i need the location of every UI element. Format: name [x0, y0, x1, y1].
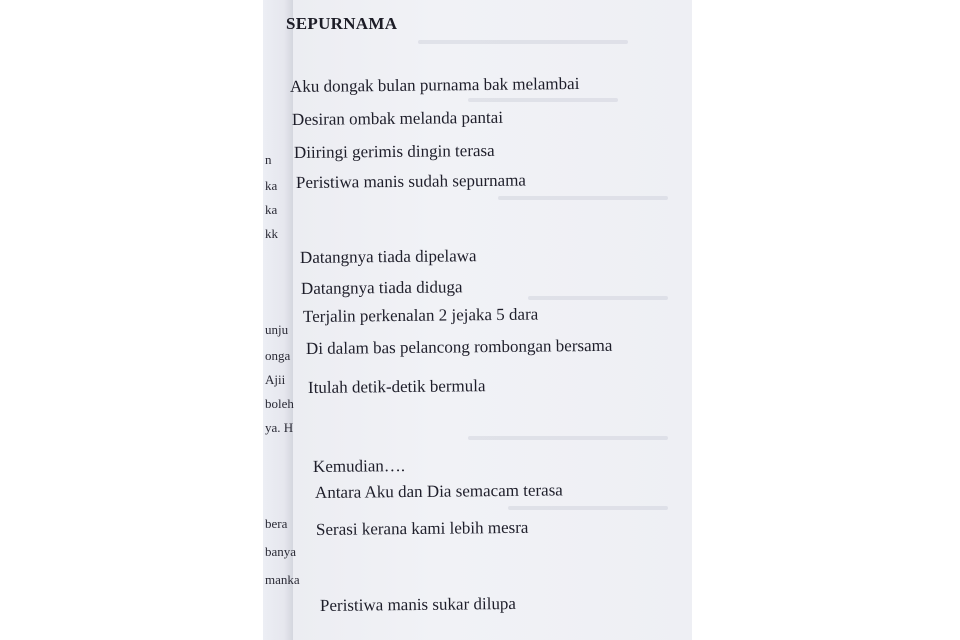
- poem-line: Di dalam bas pelancong rombongan bersama: [305, 335, 613, 358]
- facing-page-fragment: ka: [265, 202, 278, 217]
- poem-line: Aku dongak bulan purnama bak melambai: [289, 73, 580, 96]
- poem-line: Datangnya tiada diduga: [300, 277, 463, 298]
- facing-page-fragment: manka: [265, 572, 300, 587]
- poem-line: Diiringi gerimis dingin terasa: [293, 140, 495, 162]
- facing-page-fragment: bera: [265, 516, 288, 531]
- facing-page-fragment: unju: [265, 322, 289, 337]
- poem-line: Peristiwa manis sukar dilupa: [319, 593, 517, 615]
- poem-line: Desiran ombak melanda pantai: [291, 107, 504, 129]
- poem-line: Serasi kerana kami lebih mesra: [315, 517, 529, 539]
- facing-page-fragment: n: [265, 152, 272, 167]
- facing-page-fragment: boleh: [265, 396, 294, 411]
- poem-line: Datangnya tiada dipelawa: [299, 246, 477, 267]
- show-through-text: [498, 196, 668, 200]
- facing-page-fragment: onga: [265, 348, 291, 363]
- facing-page-fragment: ka: [265, 178, 278, 193]
- facing-page-fragment: ya. H: [265, 420, 294, 435]
- poem-line: Antara Aku dan Dia semacam terasa: [314, 480, 563, 502]
- show-through-text: [418, 40, 628, 44]
- poem-line: Itulah detik-detik bermula: [307, 376, 486, 397]
- facing-page-fragment: banya: [265, 544, 297, 559]
- show-through-text: [508, 506, 668, 510]
- poem-line: Terjalin perkenalan 2 jejaka 5 dara: [302, 304, 539, 326]
- show-through-text: [528, 296, 668, 300]
- poem-line: Peristiwa manis sudah sepurnama: [295, 170, 527, 192]
- facing-page-edge: [263, 0, 300, 640]
- facing-page-fragment: Ajii: [265, 372, 286, 387]
- show-through-text: [468, 98, 618, 102]
- show-through-text: [468, 436, 668, 440]
- poem-title: SEPURNAMA: [286, 14, 398, 33]
- poem-line: Kemudian….: [312, 456, 406, 476]
- facing-page-fragment: kk: [265, 226, 278, 241]
